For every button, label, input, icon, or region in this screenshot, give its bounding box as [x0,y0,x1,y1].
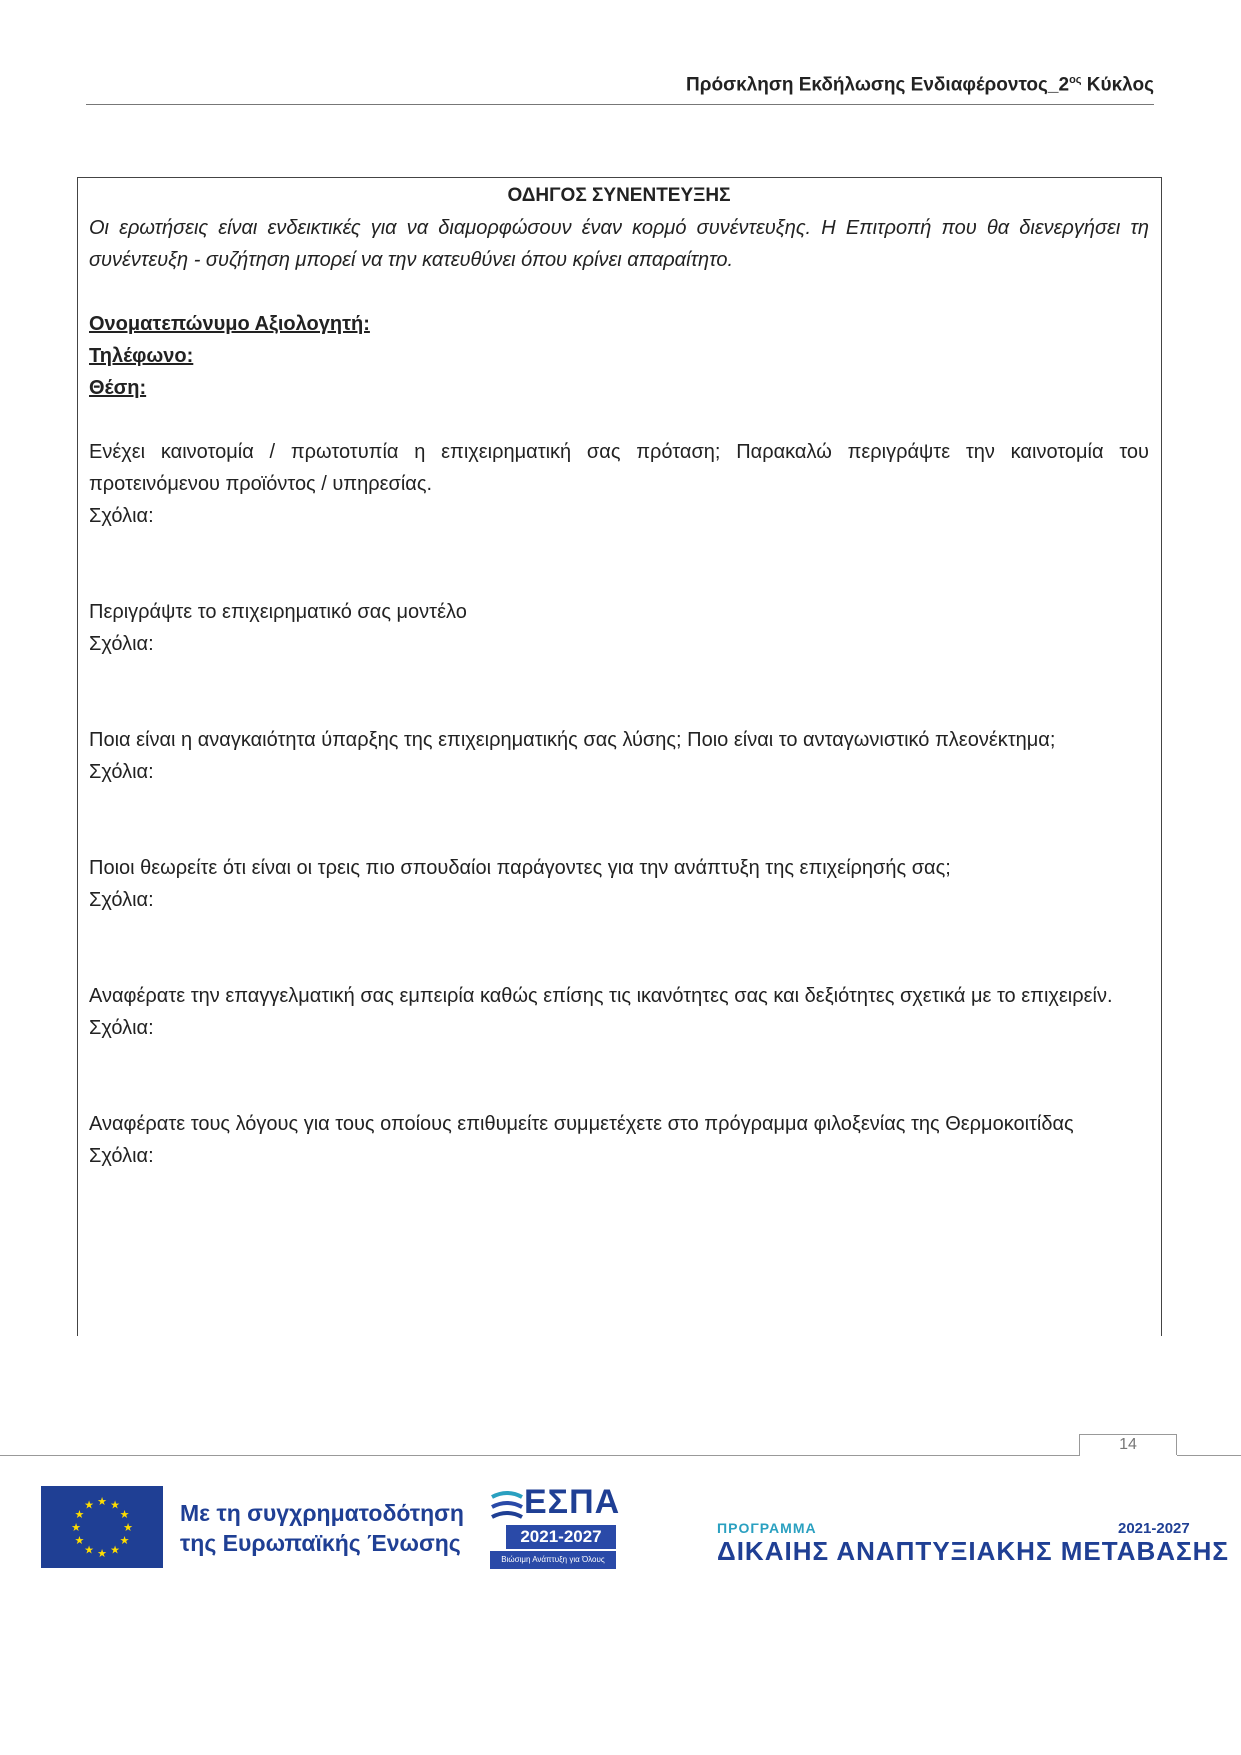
question-experience: Αναφέρατε την επαγγελματική σας εμπειρία καθώς επίσης τις ικανότητες σας και δεξιότητες σχετικά με το επιχειρείν. [89,985,1113,1007]
eu-star-icon: ★ [119,1509,130,1521]
eu-stars-icon [41,1486,163,1568]
guide-intro: Οι ερωτήσεις είναι ενδεικτικές για να διαμορφώσουν έναν κορμό συνέντευξης. Η Επιτροπή που θα διενεργήσει τη συνέντευξη - συζήτηση μπορεί να την κατευθύνει όπου κρίνει απαραίτητο. [89,217,1149,271]
eu-text-line1: Με τη συγχρηματοδότηση [180,1500,464,1526]
eu-star-icon: ★ [84,1544,94,1557]
footer-divider [0,1455,1080,1456]
eu-flag-logo [41,1486,163,1568]
program-label: ΠΡΟΓΡΑΜΜΑ [717,1520,817,1536]
eu-star-icon: ★ [119,1535,130,1547]
comment-label: Σχόλια: [89,1017,154,1039]
espa-slogan: Βιώσιμη Ανάπτυξη για Όλους [490,1551,616,1569]
page-header [86,74,1154,105]
comment-label: Σχόλια: [89,889,154,911]
espa-logo [490,1483,621,1569]
eu-star-icon: ★ [71,1522,81,1534]
espa-waves-icon [490,1489,524,1525]
field-position: Θέση: [89,377,147,399]
espa-years: 2021-2027 [506,1525,616,1549]
comment-label: Σχόλια: [89,633,154,655]
guide-title: ΟΔΗΓΟΣ ΣΥΝΕΝΤΕΥΞΗΣ [507,185,731,206]
eu-star-icon: ★ [84,1499,94,1512]
eu-star-icon: ★ [123,1522,133,1534]
eu-cofunding-text [180,1498,464,1558]
comment-label: Σχόλια: [89,505,154,527]
eu-star-icon: ★ [110,1544,120,1557]
eu-star-icon: ★ [97,1548,107,1560]
interview-guide-content [89,180,1149,1172]
eu-star-icon: ★ [110,1499,120,1512]
question-business-model: Περιγράψτε το επιχειρηματικό σας μοντέλο [89,601,467,623]
eu-star-icon: ★ [74,1535,85,1547]
header-title-end: Κύκλος [1081,74,1154,96]
question-innovation: Ενέχει καινοτομία / πρωτοτυπία η επιχειρηματική σας πρόταση; Παρακαλώ περιγράψτε την καινοτομία του προτεινόμενου προϊόντος / υπηρεσίας. [89,441,1149,495]
footer-divider-right [1177,1455,1241,1456]
question-necessity: Ποια είναι η αναγκαιότητα ύπαρξης της επιχειρηματικής σας λύσης; Ποιο είναι το ανταγωνιστικό πλεονέκτημα; [89,729,1056,751]
program-years: 2021-2027 [1118,1520,1190,1537]
eu-star-icon: ★ [74,1509,85,1521]
espa-title: ΕΣΠΑ [524,1483,621,1521]
field-phone: Τηλέφωνο: [89,345,194,367]
header-title-superscript: ος [1069,74,1082,86]
page-number: 14 [1079,1434,1177,1455]
eu-star-icon: ★ [97,1496,107,1508]
header-title: Πρόσκληση Εκδήλωσης Ενδιαφέροντος_2 [686,74,1070,96]
eu-text-line2: της Ευρωπαϊκής Ένωσης [180,1530,461,1556]
field-evaluator-name: Ονοματεπώνυμο Αξιολογητή: [89,313,370,335]
comment-label: Σχόλια: [89,1145,154,1167]
question-growth-factors: Ποιοι θεωρείτε ότι είναι οι τρεις πιο σπουδαίοι παράγοντες για την ανάπτυξη της επιχείρησής σας; [89,857,951,879]
comment-label: Σχόλια: [89,761,154,783]
program-name: ΔΙΚΑΙΗΣ ΑΝΑΠΤΥΞΙΑΚΗΣ ΜΕΤΑΒΑΣΗΣ [717,1536,1230,1566]
question-motivation: Αναφέρατε τους λόγους για τους οποίους επιθυμείτε συμμετέχετε στο πρόγραμμα φιλοξενίας της Θερμοκοιτίδας [89,1113,1074,1135]
